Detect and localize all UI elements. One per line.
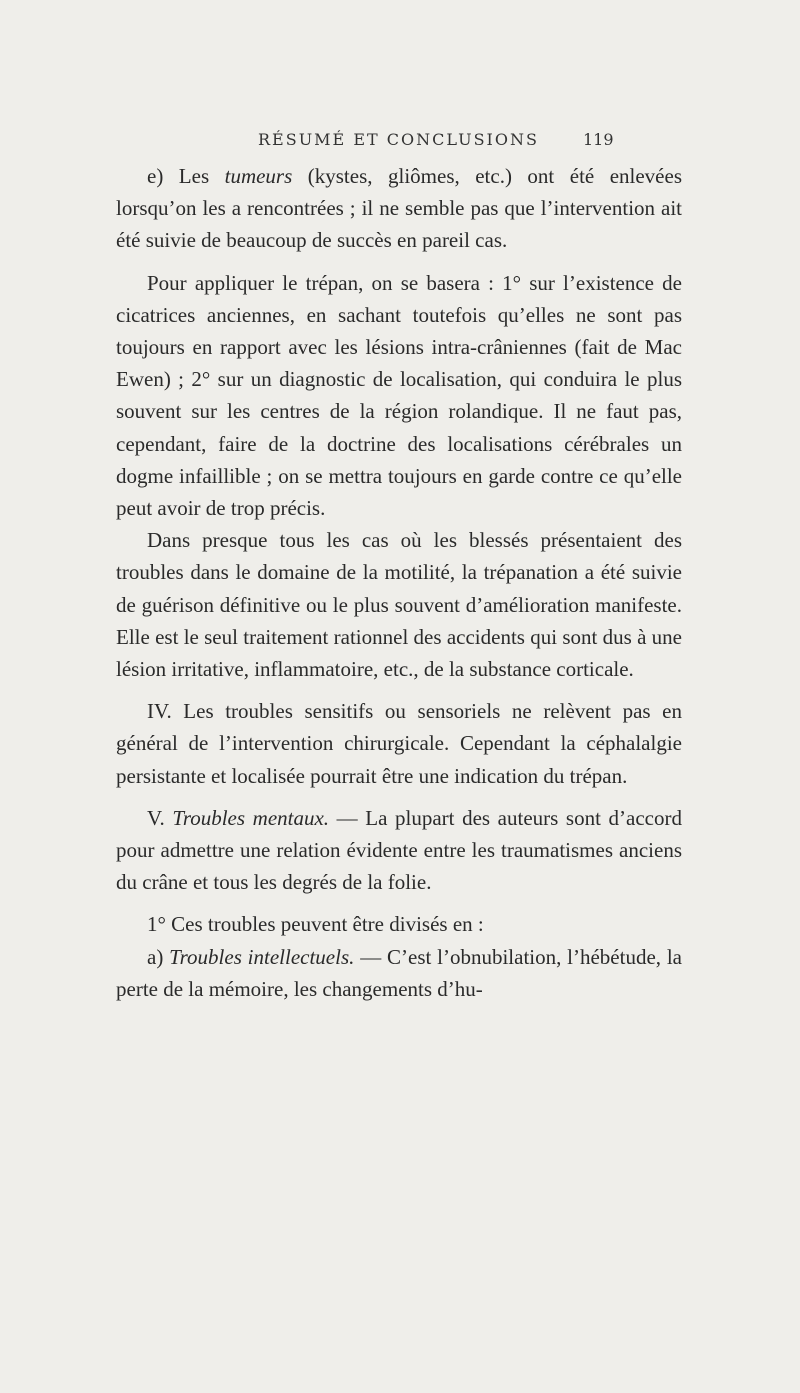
running-title: RÉSUMÉ ET CONCLUSIONS — [258, 130, 539, 149]
heading-troubles-intellectuels: Troubles intellectuels. — [169, 944, 355, 969]
paragraph-tumeurs: e) Les tumeurs (kystes, gliômes, etc.) ont été enlevées lorsqu’on les a rencontrées ; il ne semble pas que l’intervention ait été suivie de beaucoup de succès en pareil cas. — [116, 164, 682, 253]
term-tumeurs: tumeurs — [224, 164, 293, 188]
paragraph-troubles-sensitifs: IV. Les troubles sensitifs ou sensoriels ne relèvent pas en général de l’intervention chirurgicale. Cependant la céphalalgie persistante et localisée pourrait être une indication du trépan. — [116, 699, 682, 788]
page-number: 119 — [583, 130, 614, 149]
running-header — [258, 130, 658, 149]
heading-troubles-mentaux: Troubles mentaux. — [172, 805, 330, 830]
paragraph-troubles-intellectuels: a) Troubles intellectuels. — C’est l’obnubilation, l’hébétude, la perte de la mémoire, les changements d’hu- — [116, 944, 682, 1001]
body-text — [116, 160, 682, 1005]
paragraph-division: 1° Ces troubles peuvent être divisés en : — [147, 912, 484, 937]
paragraph-motilite: Dans presque tous les cas où les blessés présentaient des troubles dans le domaine de la motilité, la trépanation a été suivie de guérison définitive ou le plus souvent d’amélioration manifeste. Elle est le seul traitement rationnel des accidents qui sont dus à une lésion irritative, inflammatoire, etc., de la substance corticale. — [116, 528, 682, 682]
paragraph-trepan: Pour appliquer le trépan, on se basera : 1° sur l’existence de cicatrices anciennes, en sachant toutefois qu’elles ne sont pas toujours en rapport avec les lésions intra-crâniennes (fait de Mac Ewen) ; 2° sur un diagnostic de localisation, qui conduira le plus souvent sur les centres de la région rolandique. Il ne faut pas, cependant, faire de la doctrine des localisations cérébrales un dogme infaillible ; on se mettra toujours en garde contre ce qu’elle peut avoir de trop précis. — [116, 270, 682, 521]
paragraph-troubles-mentaux: V. Troubles mentaux. — La plupart des auteurs sont d’accord pour admettre une relation évidente entre les traumatismes anciens du crâne et tous les degrés de la folie. — [116, 805, 682, 895]
